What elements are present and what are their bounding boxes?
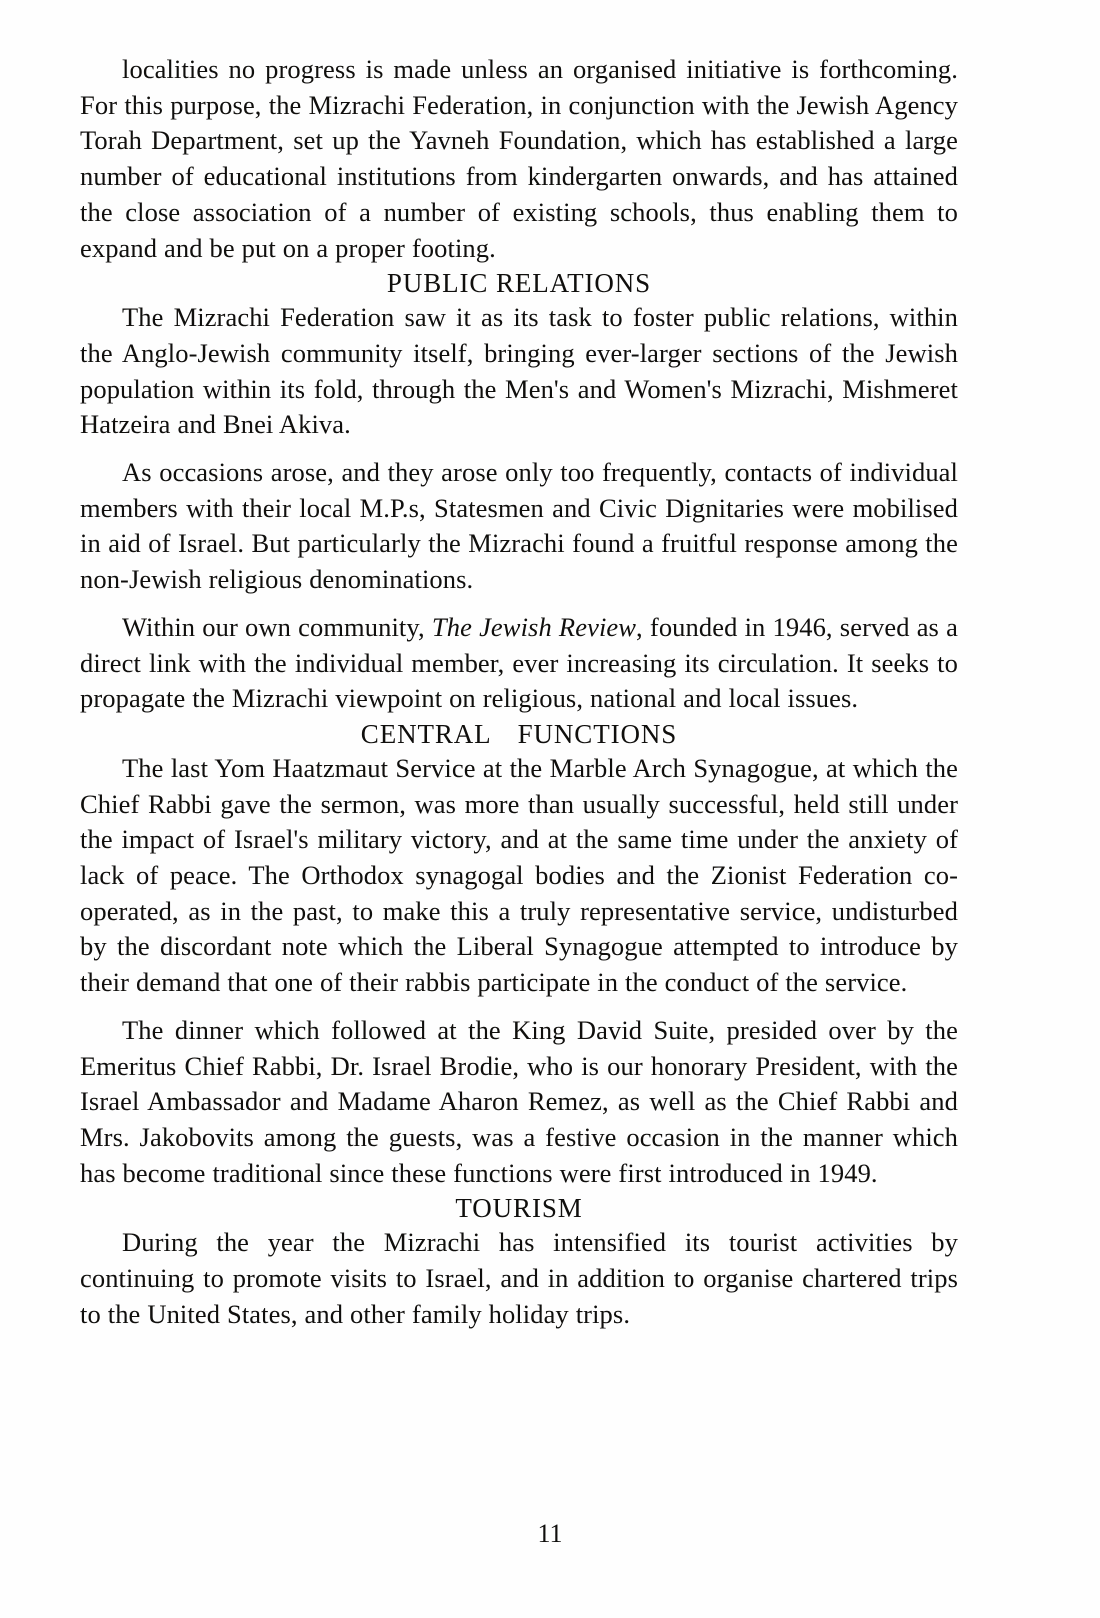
section-heading-tourism: TOURISM xyxy=(455,1193,583,1224)
heading-word-functions: FUNCTIONS xyxy=(517,718,678,749)
paragraph-intro: localities no progress is made unless an organised initiative is forthcoming. For this purpose, the Mizrachi Federation, in conjunction with the Jewish Agency Torah Department, set up the Yavneh Foundation, which has established a large number of educational institutions from kindergarten onwards, and has attained the close association of a number of existing schools, thus enabling them to expand and be put on a proper footing. xyxy=(80,54,958,263)
paragraph-jewish-review xyxy=(80,610,958,717)
publication-title-jewish-review: The Jewish Review xyxy=(431,611,637,642)
page-number: 11 xyxy=(537,1519,563,1548)
heading-word-central: CENTRAL xyxy=(360,718,492,749)
paragraph-central-functions-2: The dinner which followed at the King David Suite, presided over by the Emeritus Chief Rabbi, Dr. Israel Brodie, who is our honorary President, with the Israel Ambassador and Madame Aharon Remez, as well as the Chief Rabbi and Mrs. Jakobovits among the guests, was a festive occasion in the manner which has become traditional since these functions were first introduced in 1949. xyxy=(80,1014,958,1188)
paragraph-public-relations-1: The Mizrachi Federation saw it as its task to foster public relations, within the Anglo-Jewish community itself, bringing ever-larger sections of the Jewish population within its fold, through the Men's and Women's Mizrachi, Mishmeret Hatzeira and Bnei Akiva. xyxy=(80,302,958,440)
page-text-column xyxy=(80,52,958,1333)
paragraph-jewish-review-lead: Within our own community, xyxy=(122,611,432,642)
section-heading-central-functions xyxy=(80,717,958,751)
paragraph-tourism: During the year the Mizrachi has intensified its tourist activities by continuing to promote visits to Israel, and in addition to organise chartered trips to the United States, and other family holiday trips. xyxy=(80,1227,958,1329)
paragraph-central-functions-1: The last Yom Haatzmaut Service at the Marble Arch Synagogue, at which the Chief Rabbi gave the sermon, was more than usually successful, held still under the impact of Israel's military victory, and at the same time under the anxiety of lack of peace. The Orthodox synagogal bodies and the Zionist Federation co-operated, as in the past, to make this a truly representative service, undisturbed by the discordant note which the Liberal Synagogue attempted to introduce by their demand that one of their rabbis participate in the conduct of the service. xyxy=(80,752,958,998)
paragraph-jewish-review-tail: , founded in 1946, served as a direct link with the individual member, ever increasing its circulation. It seeks to propagate the Mizrachi viewpoint on religious, national and local issues. xyxy=(80,611,958,714)
paragraph-public-relations-2: As occasions arose, and they arose only too frequently, contacts of individual members with their local M.P.s, Statesmen and Civic Dignitaries were mobilised in aid of Israel. But particularly the Mizrachi found a fruitful response among the non-Jewish religious denominations. xyxy=(80,457,958,595)
section-heading-public-relations: PUBLIC RELATIONS xyxy=(386,268,652,299)
